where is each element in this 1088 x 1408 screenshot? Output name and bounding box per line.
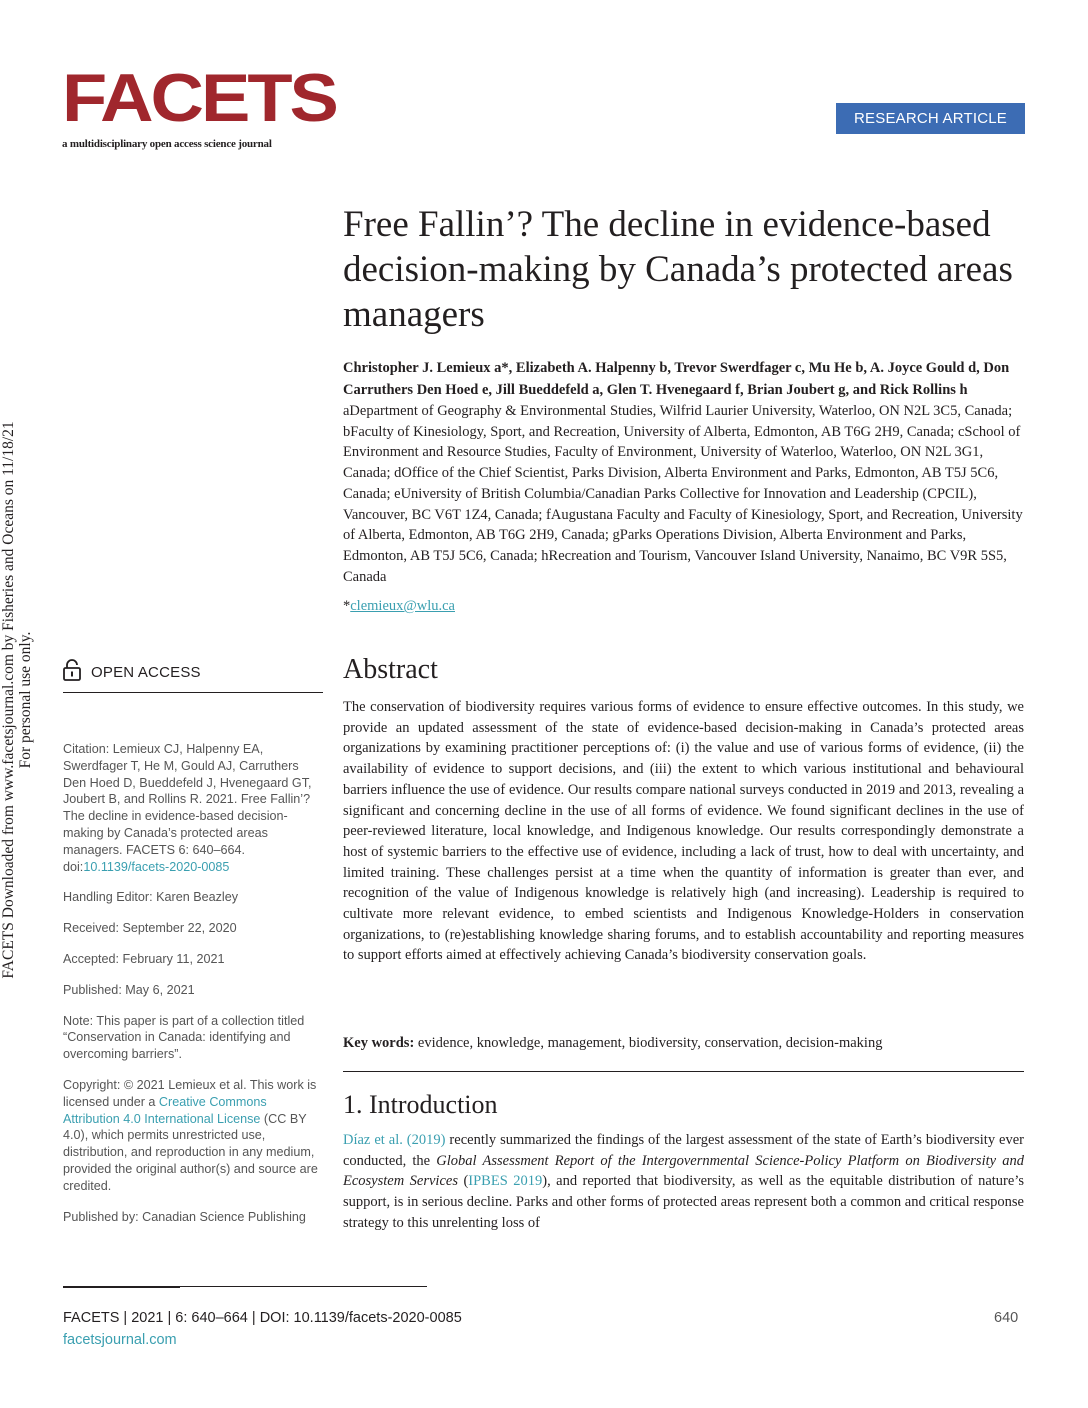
- keywords-text: evidence, knowledge, management, biodiversity, conservation, decision-making: [414, 1035, 883, 1051]
- logo-wordmark: FACETS: [62, 59, 336, 136]
- citation-doi-link[interactable]: 10.1139/facets-2020-0085: [83, 859, 230, 874]
- open-lock-icon: [63, 659, 81, 686]
- section-divider: [343, 1071, 1024, 1072]
- open-access-label: OPEN ACCESS: [91, 663, 201, 681]
- abstract-heading: Abstract: [343, 654, 438, 685]
- affiliations: aDepartment of Geography & Environmental Studies, Wilfrid Laurier University, Waterloo, ON N2L 3C5, Canada; bFaculty of Kinesiology, Sport, and Recreation, University of Alberta, Edmonton, AB T6G 2H9, Canada; cSchool of Environment and Resource Studies, Faculty of Environment, University of Waterloo, Waterloo, ON N2L 3G1, Canada; dOffice of the Chief Scientist, Parks Division, Alberta Environment and Parks, Edmonton, AB T5J 5C6, Canada; eUniversity of British Columbia/Canadian Parks Collective for Innovation and Leadership (CPCIL), Vancouver, BC V6T 1Z4, Canada; fAugustana Faculty and Faculty of Kinesiology, Sport, and Recreation, University of Alberta, Edmonton, AB T6G 2H9, Canada; gParks Operations Division, Alberta Environment and Parks, Edmonton, AB T5J 5C6, Canada; hRecreation and Tourism, Vancouver Island University, Nanaimo, BC V9R 5S5, Canada: [343, 403, 1023, 585]
- article-title: Free Fallin’? The decline in evidence-based decision-making by Canada’s protected areas managers: [343, 204, 1013, 335]
- handling-editor: Handling Editor: Karen Beazley: [63, 890, 239, 905]
- download-notice: [0, 370, 34, 1030]
- footer-rule-thin: [180, 1286, 427, 1287]
- footer-rule-thick: [63, 1286, 180, 1288]
- abstract-text: The conservation of biodiversity requires various forms of evidence to ensure effective outcomes. In this study, we provide an updated assessment of the state of evidence-based decision-making in Canada’s protected areas organizations by examining practitioner perceptions of: (i) the value and use of various forms of evidence, (ii) the availability of evidence to support decisions, and (iii) the extent to which various institutional and behavioural barriers influence the use of evidence. Our results compare national surveys conducted in 2019 and 2013, revealing a significant and concerning decline in the use of all forms of evidence. We found significant declines in the use of peer-reviewed literature, local knowledge, and Indigenous knowledge. Our results correspondingly demonstrate a host of systemic barriers to the effective use of evidence, including a lack of trust, how to deal with uncertainty, and limited training. These challenges persist at a time when the quantity of information is greater than ever, and recognition of the value of Indigenous knowledge is relatively high (and increasing). Leadership is required to cultivate more relevant evidence, to embed scientists and Indigenous Knowledge-Holders in conservation organizations, to (re)establishing knowledge sharing forums, and to establish accountability and reporting measures to support efforts aimed at effectively achieving Canada’s biodiversity conservation goals.: [343, 699, 1024, 964]
- email-marker: *: [343, 598, 351, 614]
- email-link[interactable]: clemieux@wlu.ca: [350, 598, 455, 614]
- license-link[interactable]: Creative Commons Attribution 4.0 International License: [63, 1094, 267, 1126]
- report-title: Global Assessment Report of the Intergovernmental Science-Policy Platform on Biodiversity and Ecosystem Services: [343, 1152, 1024, 1190]
- page-number: 640: [994, 1310, 1019, 1326]
- copyright-text-end: (CC BY 4.0), which permits unrestricted use, distribution, and reproduction in any medium, provided the original author(s) and source are credited.: [63, 1111, 318, 1193]
- intro-text-part: (: [457, 1173, 469, 1190]
- published-date: Published: May 6, 2021: [63, 982, 195, 997]
- citation-text: Citation: Lemieux CJ, Halpenny EA, Swerdfager T, He M, Gould AJ, Carruthers Den Hoed D, Bueddefeld J, Hvenegaard GT, Joubert B, and Rollins R. 2021. Free Fallin’? The decline in evidence-based decision-making by Canada’s protected areas managers. FACETS 6: 640–664. doi:: [63, 742, 312, 874]
- article-type-badge: RESEARCH ARTICLE: [836, 103, 1025, 134]
- citation: [63, 741, 323, 875]
- introduction-text: [343, 1130, 1024, 1234]
- logo-tagline: a multidisciplinary open access science journal: [62, 138, 272, 150]
- publisher: Published by: Canadian Science Publishing: [63, 1209, 306, 1224]
- copyright-text: Copyright: © 2021 Lemieux et al. This work is licensed under a: [63, 1077, 317, 1109]
- copyright: [63, 1077, 323, 1195]
- intro-text-part: ), and reported that biodiversity, as well as the equitable distribution of nature’s support, is in serious decline. Parks and other forms of protected areas represent both a common and critical response strategy to this unrelenting loss of: [343, 1173, 1024, 1231]
- footer-citation: FACETS | 2021 | 6: 640–664 | DOI: 10.1139/facets-2020-0085: [63, 1310, 462, 1326]
- open-access-banner: [63, 652, 323, 693]
- download-notice-line1: FACETS Downloaded from www.facetsjournal.com by Fisheries and Oceans on 11/18/21: [0, 421, 17, 979]
- received-date: Received: September 22, 2020: [63, 921, 237, 936]
- collection-note: Note: This paper is part of a collection titled “Conservation in Canada: identifying and overcoming barriers”.: [63, 1013, 305, 1062]
- footer-site-link[interactable]: facetsjournal.com: [63, 1332, 177, 1348]
- accepted-date: Accepted: February 11, 2021: [63, 951, 225, 966]
- journal-logo: [62, 59, 336, 150]
- download-notice-line2: For personal use only.: [17, 631, 34, 769]
- author-list: Christopher J. Lemieux a*, Elizabeth A. Halpenny b, Trevor Swerdfager c, Mu He b, A. Joyce Gould d, Don Carruthers Den Hoed e, Jill Bueddefeld a, Glen T. Hvenegaard f, Brian Joubert g, and Rick Rollins h: [343, 360, 1010, 398]
- corresponding-email: [343, 598, 455, 615]
- keywords: [343, 1035, 1024, 1052]
- article-sidebar: [63, 652, 323, 1239]
- citation-link-diaz[interactable]: Díaz et al. (2019): [343, 1132, 446, 1148]
- citation-link-ipbes[interactable]: IPBES 2019: [468, 1173, 543, 1190]
- intro-text-part: recently summarized the findings of the largest assessment of the state of Earth’s biodiversity ever conducted, the: [343, 1132, 1024, 1169]
- keywords-label: Key words:: [343, 1035, 415, 1051]
- introduction-heading: 1. Introduction: [343, 1090, 498, 1119]
